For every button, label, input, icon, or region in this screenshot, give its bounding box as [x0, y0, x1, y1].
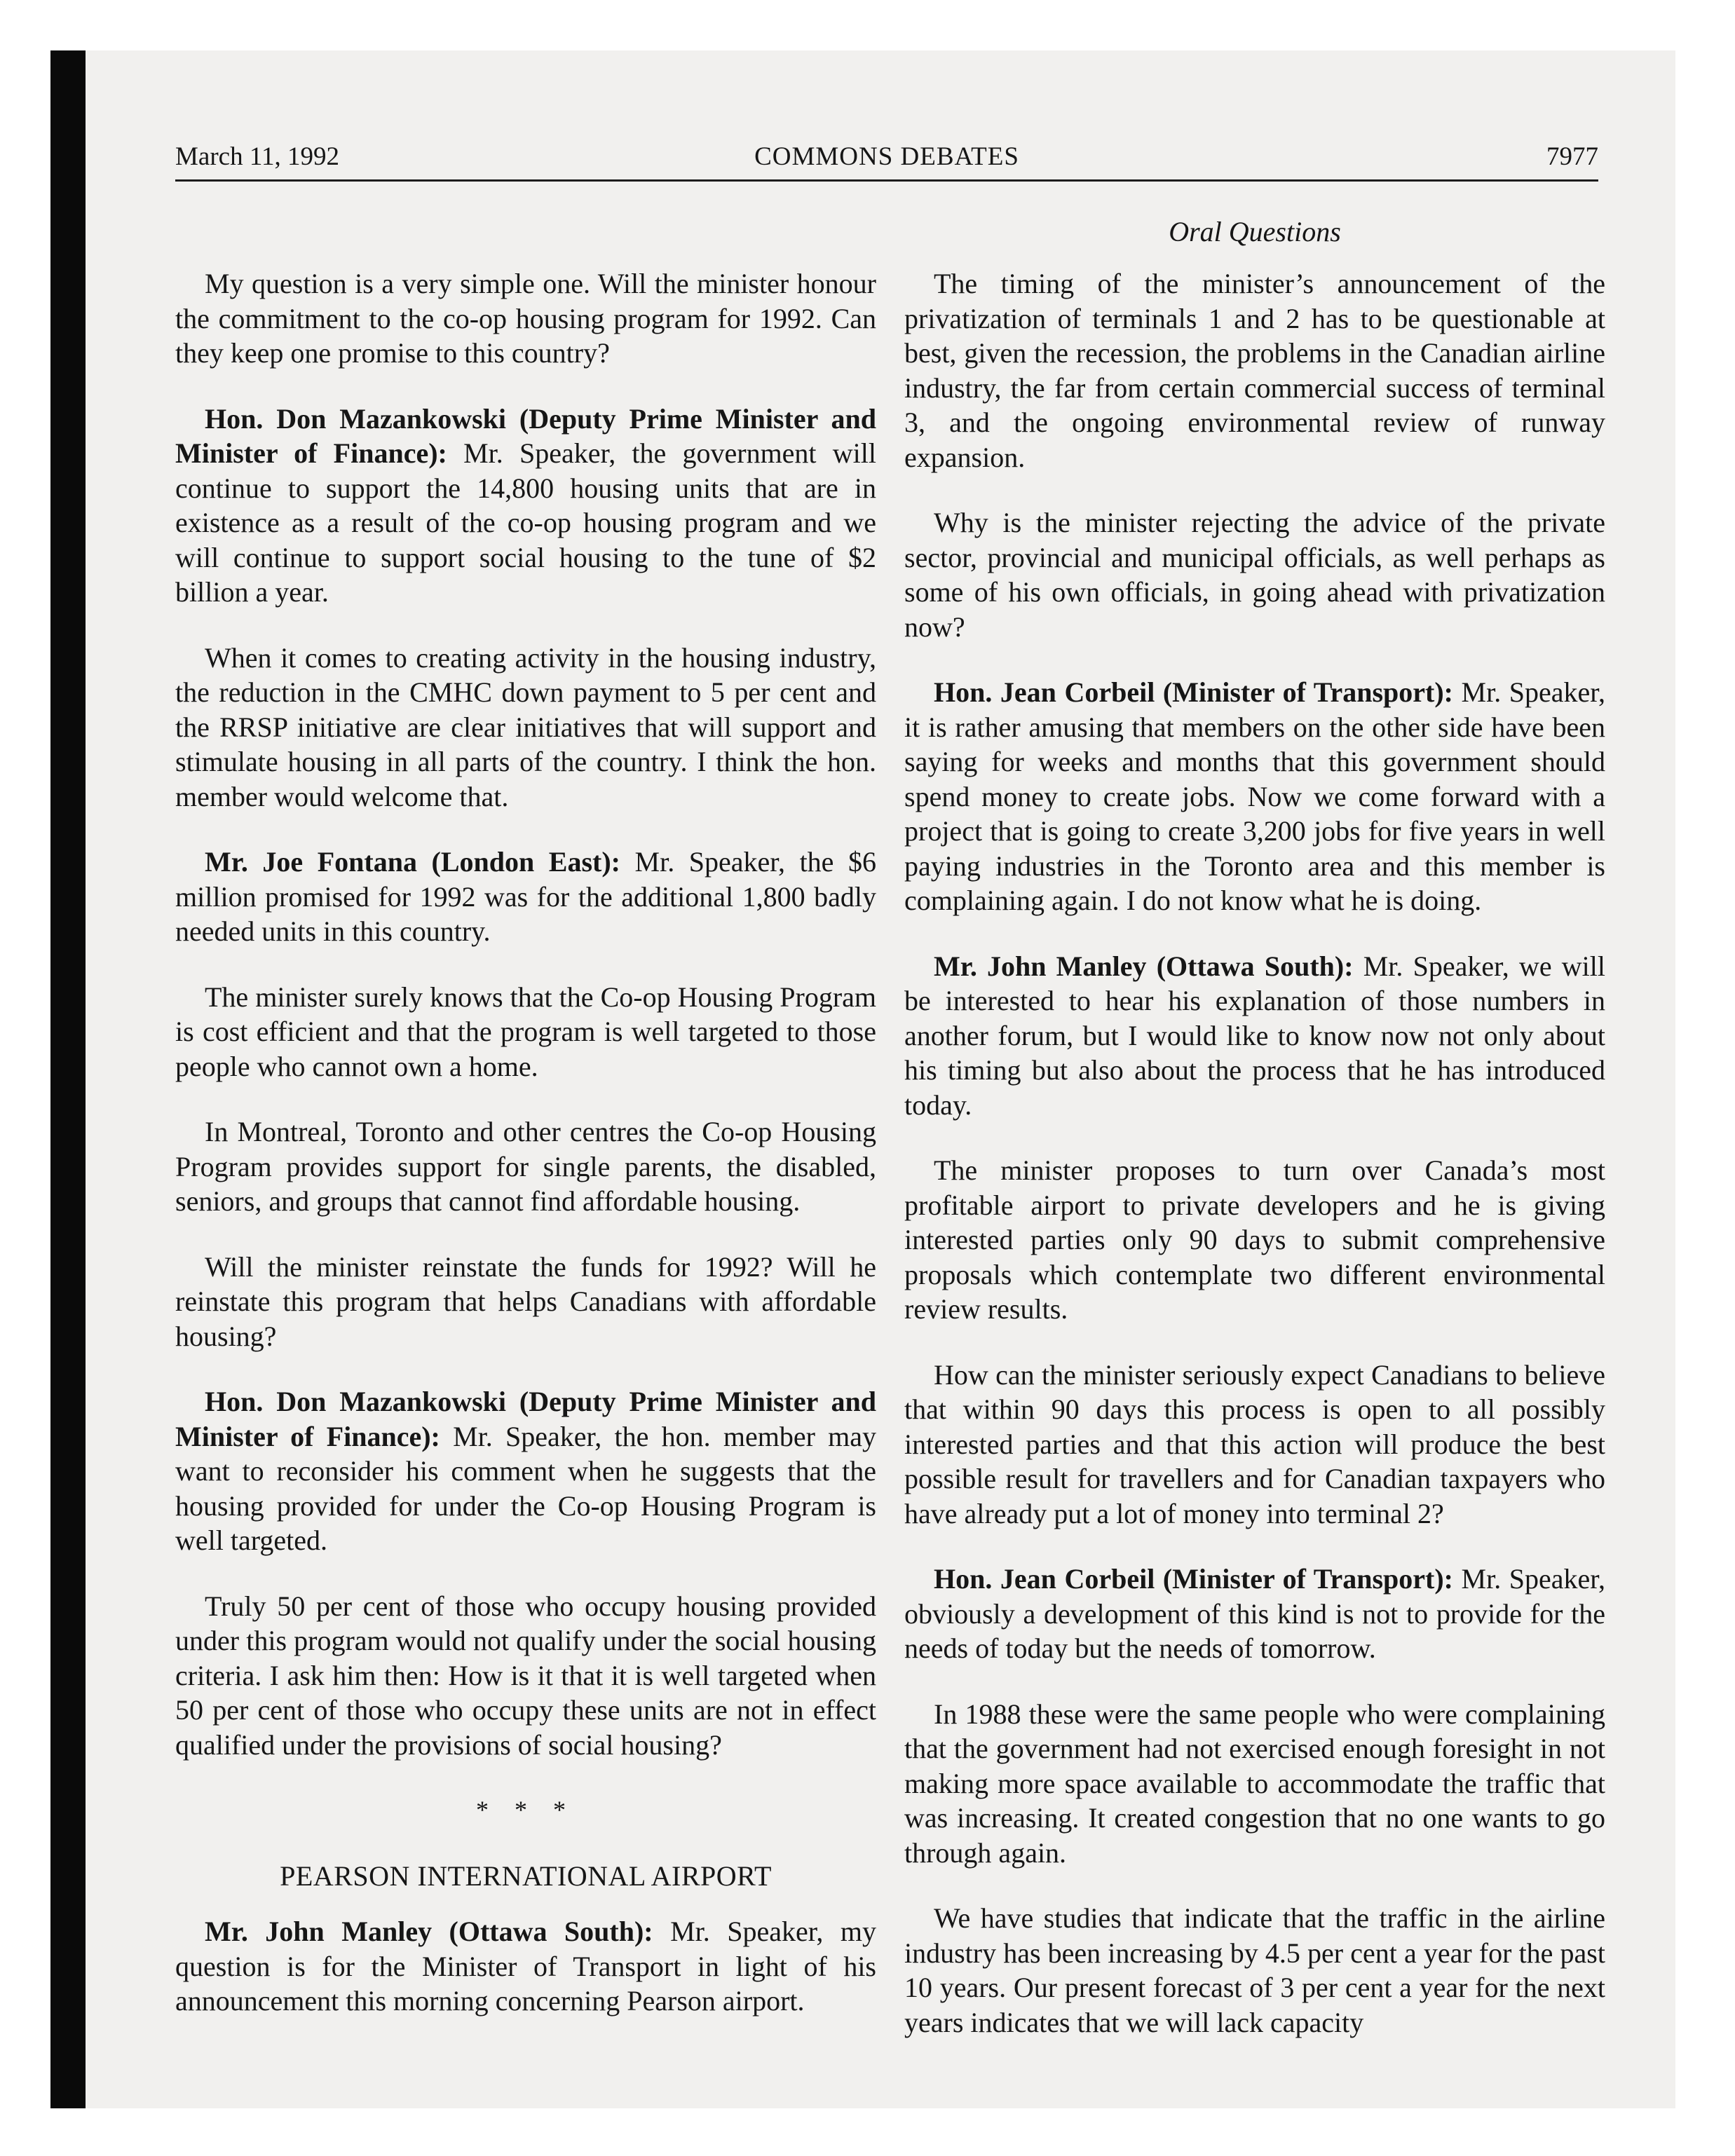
speaker-name: Hon. Jean Corbeil (Minister of Transport):	[934, 1563, 1454, 1595]
speech-text: Mr. Speaker, the government will continue to support the 14,800 housing units that are in existence as a result of the co-op housing program and we will continue to support social housing to the tune of $2 billion a year.	[175, 437, 876, 608]
speaker-name: Mr. John Manley (Ottawa South):	[934, 950, 1354, 982]
speaker-name: Mr. Joe Fontana (London East):	[205, 846, 620, 878]
speech-paragraph	[904, 949, 1605, 1123]
page-header	[175, 137, 1598, 177]
speaker-name: Mr. John Manley (Ottawa South):	[205, 1916, 653, 1947]
section-label: Oral Questions	[1169, 216, 1341, 247]
speech-paragraph	[175, 845, 876, 949]
section-heading: PEARSON INTERNATIONAL AIRPORT	[280, 1860, 772, 1892]
speech-paragraph	[904, 1562, 1605, 1666]
paragraph: My question is a very simple one. Will the minister honour the commitment to the co-op housing program for 1992. Can they keep one promise to this country?	[175, 268, 876, 369]
speech-paragraph	[175, 402, 876, 610]
speech-text: Mr. Speaker, the $6 million promised for 1992 was for the additional 1,800 badly needed units in this country.	[175, 846, 876, 947]
speaker-name: Hon. Don Mazankowski (Deputy Prime Minister and Minister of Finance):	[175, 402, 876, 469]
paragraph: Truly 50 per cent of those who occupy housing provided under this program would not qualify under the social housing criteria. I ask him then: How is it that it is well targeted when 50 per cent of those who occupy these units are not in effect qualified under the provisions of social housing?	[175, 1590, 876, 1761]
paragraph: We have studies that indicate that the traffic in the airline industry has been increasing by 4.5 per cent a year for the past 10 years. Our present forecast of 3 per cent a year for the next years indicates that we will lack capacity	[904, 1902, 1605, 2038]
speech-text: Mr. Speaker, the hon. member may want to reconsider his comment when he suggests that the housing provided for under the Co-op Housing Program is well targeted.	[175, 1420, 877, 1556]
header-date: March 11, 1992	[175, 142, 339, 171]
right-column	[904, 266, 1605, 2070]
header-rule	[175, 179, 1598, 182]
section-separator: * * *	[476, 1796, 576, 1824]
paragraph: In Montreal, Toronto and other centres the Co-op Housing Program provides support for single parents, the disabled, seniors, and groups that cannot find affordable housing.	[175, 1116, 876, 1217]
paragraph: When it comes to creating activity in the housing industry, the reduction in the CMHC down payment to 5 per cent and the RRSP initiative are clear initiatives that will support and stimulate housing in all parts of the country. I think the hon. member would welcome that.	[175, 641, 876, 812]
speech-paragraph	[904, 675, 1605, 918]
paragraph: The minister surely knows that the Co-op Housing Program is cost efficient and that the program is well targeted to those people who cannot own a home.	[175, 981, 876, 1082]
speaker-name: Hon. Jean Corbeil (Minister of Transport):	[934, 676, 1454, 708]
binding-shadow	[50, 50, 86, 2108]
paragraph: In 1988 these were the same people who were complaining that the government had not exercised enough foresight in not making more space available to accommodate the traffic that was increasing. It created congestion that no one wants to go through again.	[904, 1698, 1605, 1869]
paragraph: The minister proposes to turn over Canada’s most profitable airport to private developers and he is giving interested parties only 90 days to submit comprehensive proposals which contemplate two different environmental review results.	[904, 1154, 1605, 1325]
paragraph: Why is the minister rejecting the advice of the private sector, provincial and municipal officials, as well perhaps as some of his own officials, in going ahead with privatization now?	[904, 507, 1605, 643]
left-column	[175, 266, 876, 2049]
paragraph: Will the minister reinstate the funds for 1992? Will he reinstate this program that helps Canadians with affordable housing?	[175, 1250, 876, 1352]
header-publication: COMMONS DEBATES	[754, 142, 1019, 171]
speech-paragraph	[175, 1914, 876, 2019]
speech-text: Mr. Speaker, my question is for the Minister of Transport in light of his announcement this morning concerning Pearson airport.	[175, 1916, 876, 2017]
speech-paragraph	[175, 1384, 876, 1558]
paragraph: The timing of the minister’s announcement of the privatization of terminals 1 and 2 has to be questionable at best, given the recession, the problems in the Canadian airline industry, the far from certain commercial success of terminal 3, and the ongoing environmental review of runway expansion.	[904, 268, 1605, 473]
speech-text: Mr. Speaker, it is rather amusing that members on the other side have been saying for weeks and months that this government should spend money to create jobs. Now we come forward with a project that is going to create 3,200 jobs for five years in well paying industries in the Toronto area and this member is complaining again. I do not know what he is doing.	[904, 676, 1606, 916]
header-page-number: 7977	[1546, 142, 1598, 171]
speaker-name: Hon. Don Mazankowski (Deputy Prime Minister and Minister of Finance):	[175, 1386, 876, 1452]
speech-text: Mr. Speaker, obviously a development of this kind is not to provide for the needs of today but the needs of tomorrow.	[904, 1563, 1606, 1664]
paragraph: How can the minister seriously expect Canadians to believe that within 90 days this process is open to all possibly interested parties and that this action will produce the best possible result for travellers and for Canadian taxpayers who have already put a lot of money into terminal 2?	[904, 1358, 1605, 1529]
speech-text: Mr. Speaker, we will be interested to hear his explanation of those numbers in another forum, but I would like to know now not only about his timing but also about the process that he has introduced today.	[904, 950, 1605, 1121]
